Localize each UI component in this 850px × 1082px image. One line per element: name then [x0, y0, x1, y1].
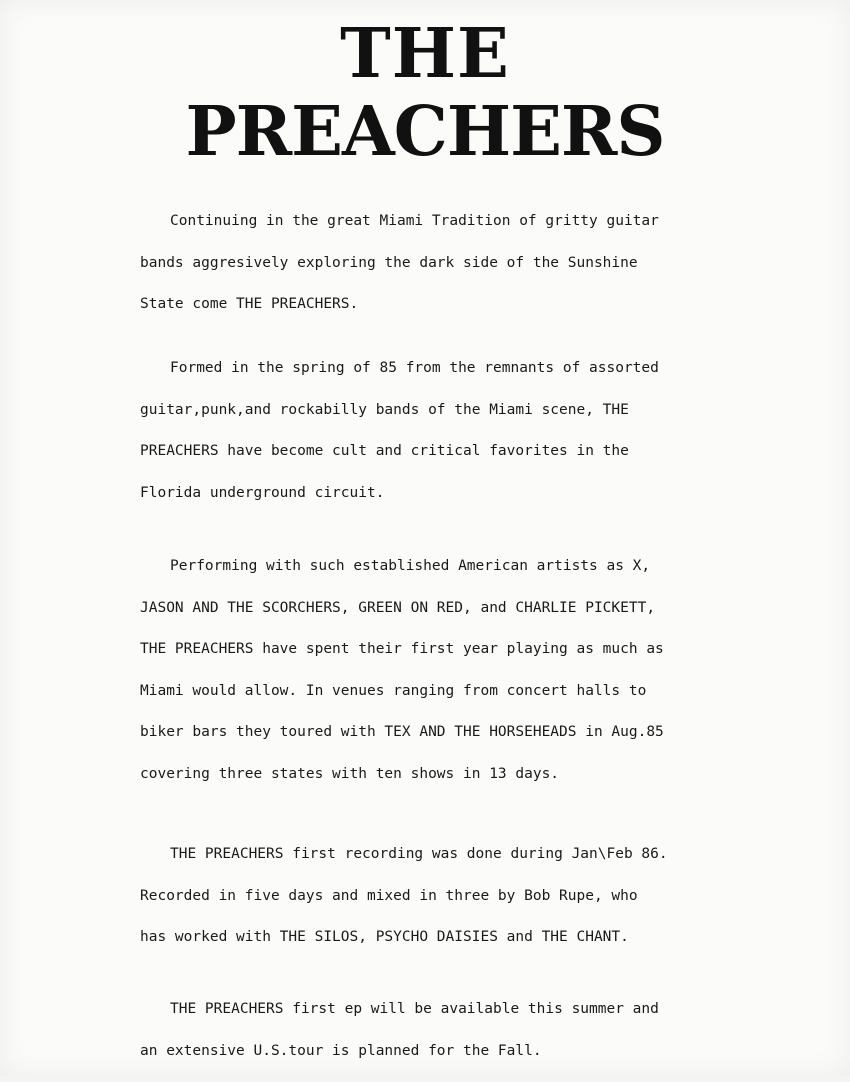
- text-line: State come THE PREACHERS.: [140, 294, 740, 336]
- text-line: Miami would allow. In venues ranging from concert halls to: [140, 681, 740, 723]
- text-line: THE PREACHERS first recording was done during Jan\Feb 86.: [140, 844, 740, 886]
- paragraph-recording: [140, 844, 740, 969]
- title-line-2: PREACHERS: [0, 92, 850, 172]
- text-line: guitar,punk,and rockabilly bands of the Miami scene, THE: [140, 400, 740, 442]
- paragraph-performing: [140, 556, 740, 805]
- text-line: bands aggresively exploring the dark side of the Sunshine: [140, 253, 740, 295]
- text-line: covering three states with ten shows in 13 days.: [140, 764, 740, 806]
- title-line-1: THE: [0, 14, 850, 94]
- text-line: Continuing in the great Miami Tradition of gritty guitar: [140, 211, 740, 253]
- text-line: JASON AND THE SCORCHERS, GREEN ON RED, and CHARLIE PICKETT,: [140, 598, 740, 640]
- text-line: THE PREACHERS first ep will be available this summer and: [140, 999, 740, 1041]
- text-line: PREACHERS have become cult and critical favorites in the: [140, 441, 740, 483]
- text-line: Florida underground circuit.: [140, 483, 740, 525]
- paragraph-formation: [140, 358, 740, 524]
- paragraph-intro: [140, 211, 740, 336]
- text-line: Formed in the spring of 85 from the remnants of assorted: [140, 358, 740, 400]
- text-line: THE PREACHERS have spent their first year playing as much as: [140, 639, 740, 681]
- text-line: biker bars they toured with TEX AND THE HORSEHEADS in Aug.85: [140, 722, 740, 764]
- text-line: has worked with THE SILOS, PSYCHO DAISIES and THE CHANT.: [140, 927, 740, 969]
- text-line: Recorded in five days and mixed in three by Bob Rupe, who: [140, 886, 740, 928]
- text-line: Performing with such established American artists as X,: [140, 556, 740, 598]
- text-line: an extensive U.S.tour is planned for the Fall.: [140, 1041, 740, 1082]
- paragraph-upcoming: [140, 999, 740, 1082]
